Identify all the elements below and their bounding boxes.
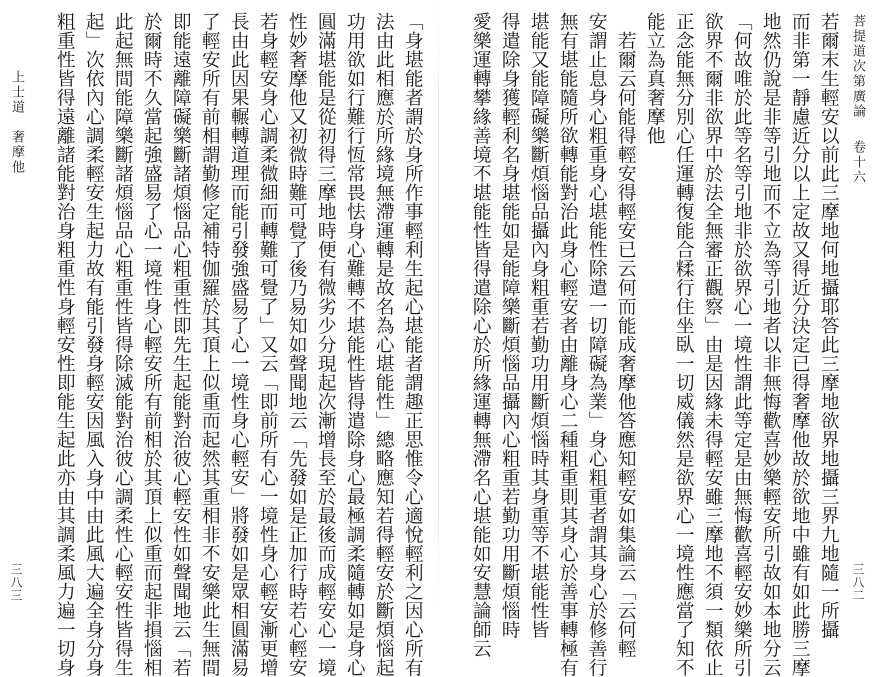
text-column: 愛樂運轉攀緣善境不堪能性皆得遣除心於所緣運轉無滯名心堪能如安慧論師云	[469, 12, 491, 658]
text-column: 無有堪能隨所欲轉能對治此身心輕安者由離身心二種粗重則其身心於善事轉極有	[556, 12, 578, 677]
page-number: 三八三	[9, 563, 23, 602]
text-column: 能立為真奢摩他	[643, 12, 665, 145]
text-column: 若身輕安身心調柔微細而轉難可覺了」又云「即前所有心一境性身心輕安漸更增	[256, 12, 278, 677]
text-column: 得遣除身獲輕利名身堪能如是能障樂斷煩惱品攝內心粗重若勤功用斷煩惱時	[498, 12, 520, 639]
text-column: 「何故唯於此等名等引地非於欲界心一境性謂此等定是由無悔歡喜輕安妙樂所引	[730, 12, 752, 677]
page-number: 三八二	[851, 563, 865, 602]
right-page	[440, 0, 879, 677]
text-column: 正念能無分別心任運轉復能合糅行住坐臥一切威儀然是欲界心一境性應當了知不	[672, 12, 694, 677]
text-column: 法由此相應於所緣境無滯運轉是故名為心堪能性」總略應知若得輕安於斷煩惱起	[372, 12, 394, 677]
text-column: 粗重性皆得遠離諸能對治身粗重性身輕安性即能生起此亦由其調柔風力遍一切身	[53, 12, 75, 677]
text-column: 起」次依內心調柔輕安生起力故有能引發身輕安因風入身中由此風大遍全身分身	[82, 12, 104, 677]
text-column: 地然仍說是非等引地而不立為等引地者以非無悔歡喜妙樂輕安所引故如本地分云	[759, 12, 781, 677]
running-title: 上士道 奢摩他	[9, 70, 24, 175]
text-column: 於爾時不久當起強盛易了心一境性身心輕安所有前相於其頂上似重而起非損惱相	[140, 12, 162, 677]
text-column: 若爾末生輕安以前此三摩地何地攝耶答此三摩地欲界地攝三界九地隨一所攝	[817, 12, 839, 639]
running-title: 菩提道次第廣論	[850, 14, 865, 119]
text-column: 性妙奢摩他又初微時難可覺了後乃易知如聲聞地云「先發如是正加行時若心輕安	[285, 12, 307, 677]
text-column: 堪能又能障礙樂斷煩惱品攝內身粗重若勤功用斷煩惱時其身重等不堪能性皆	[527, 12, 549, 639]
text-column: 了輕安所有前相謂勤修定補特伽羅於其頂上似重而起然其重相非不安樂此生無間	[198, 12, 220, 677]
text-column: 圓滿堪能是從初得三摩地時便有微劣少分現起次漸增長至於最後而成輕安心一境	[314, 12, 336, 677]
text-column: 此起無間能障樂斷諸煩惱品心粗重性皆得除滅能對治彼心調柔性心輕安性皆得生	[111, 12, 133, 677]
volume-label: 卷十六	[850, 140, 865, 185]
text-column: 長由此因果輾轉道理而能引發強盛易了心一境性身心輕安」將發如是眾相圓滿易	[227, 12, 249, 677]
text-column: 安謂止息身心粗重身心堪能性除遣一切障礙為業」身心粗重者謂其身心於修善行	[585, 12, 607, 677]
text-column: 若爾云何能得輕安得輕安已云何而能成奢摩他答應知輕安如集論云「云何輕	[614, 12, 636, 658]
text-column: 即能遠離障礙樂斷諸煩惱品心粗重性即先生起能對治彼心輕安性如聲聞地云「若	[169, 12, 191, 677]
text-column: 欲界不爾非欲界中於法全無審正觀察」由是因緣未得輕安雖三摩地不須一類依止	[701, 12, 723, 677]
text-column: 功用欲如行難行恆常畏怯身心難轉不堪能性皆得遣除身心最極調柔隨轉如是身心	[343, 12, 365, 677]
text-column: 而非第一靜慮近分以上定故又得近分決定已得奢摩他故於欲地中雖有如此勝三摩	[788, 12, 810, 677]
text-column: 「身堪能者謂於身所作事輕利生起心堪能者謂趣正思惟令心適悅輕利之因心所有	[401, 12, 423, 677]
